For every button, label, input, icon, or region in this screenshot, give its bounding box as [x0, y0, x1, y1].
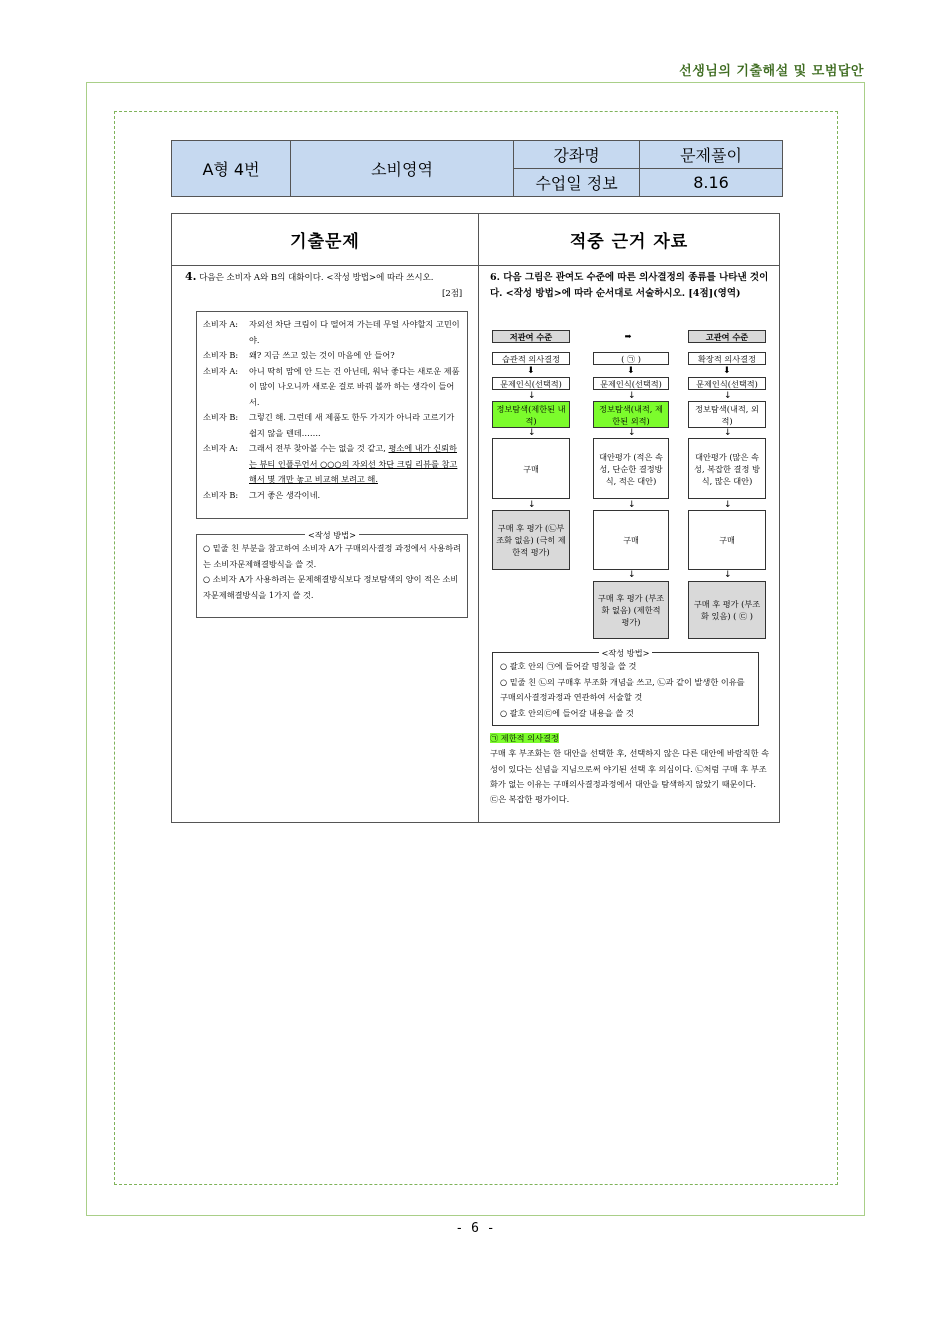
q4-method-item: ○ 밑줄 친 부분을 참고하여 소비자 A가 구매의사결정 과정에서 사용하려는 소비자문제해결방식을 쓸 것. — [203, 543, 461, 569]
dialog-line — [203, 317, 461, 348]
dialog-line — [203, 364, 461, 411]
purchase-box: 구매 — [593, 510, 669, 570]
left-column-title: 기출문제 — [290, 232, 360, 252]
arrow-down-icon: ⬇ — [527, 366, 535, 376]
arrow-down-icon: ⬇ — [723, 366, 731, 376]
search-internal-limited-external-box: 정보탐색(내적, 제한된 외적) — [593, 401, 669, 428]
recognition-box: 문제인식(선택적) — [492, 377, 570, 390]
answer-last-line: ㉢은 복잡한 평가이다. — [490, 794, 570, 805]
column-divider — [478, 214, 479, 822]
dialog-text — [249, 441, 461, 488]
course-value: 문제풀이 — [640, 141, 783, 169]
area-cell: 소비영역 — [291, 141, 514, 197]
q4-method-item: ○ 소비자 A가 사용하려는 문제해결방식보다 정보탐색의 양이 적은 소비자문제해결방식을 1가지 쓸 것. — [203, 574, 459, 600]
high-involvement-label: 고관여 수준 — [688, 330, 766, 343]
arrow-down-icon: ↓ — [724, 428, 732, 438]
purchase-box: 구매 — [492, 438, 570, 499]
dialog-speaker: 소비자 A: — [203, 319, 239, 329]
dialog-text: 아니 딱히 맘에 안 드는 건 아닌데, 워낙 좋다는 새로운 제품이 많이 나오니까 새로운 걸로 바꿔 볼까 하는 생각이 들어서. — [249, 365, 460, 407]
dialog-text: 자외선 차단 크림이 다 떨어져 가는데 무얼 사야할지 고민이야. — [249, 319, 460, 345]
item-cell: A형 4번 — [172, 141, 291, 197]
info-table — [171, 140, 783, 197]
recognition-box: 문제인식(선택적) — [593, 377, 669, 390]
dialog-line — [203, 441, 461, 488]
evaluation-limited-box: 대안평가 (적은 속성, 단순한 결정방식, 적은 대안) — [593, 438, 669, 499]
arrow-down-icon: ↓ — [628, 570, 636, 580]
post-purchase-eval-high-box: 구매 후 평가 (부조화 있음) ( ㉢ ) — [688, 581, 766, 639]
date-label: 수업일 정보 — [514, 169, 640, 197]
arrow-down-icon: ↓ — [628, 391, 636, 401]
date-value: 8.16 — [640, 169, 783, 197]
right-column-title: 적중 근거 자료 — [569, 232, 689, 252]
dialog-speaker: 소비자 B: — [203, 412, 239, 422]
q4-method-box — [196, 530, 468, 618]
q4-number: 4. — [185, 270, 197, 283]
low-involvement-label: 저관여 수준 — [492, 330, 570, 343]
dialog-text: 그거 좋은 생각이네. — [249, 489, 321, 500]
q4-points: [2점] — [442, 289, 463, 299]
dialog-speaker: 소비자 B: — [203, 350, 239, 360]
dialog-line — [203, 410, 461, 441]
q6-method-item: ○ 괄호 안의㉢에 들어갈 내용을 쓸 것 — [500, 707, 634, 718]
dialog-text-plain: 그래서 전부 찾아볼 수는 없을 것 같고, — [249, 443, 389, 453]
q4-prompt-text: 다음은 소비자 A와 B의 대화이다. <작성 방법>에 따라 쓰시오. — [199, 273, 434, 283]
arrow-down-icon: ↓ — [724, 570, 732, 580]
dialog-text-underlined: 평소에 내가 신뢰하는 뷰티 인플루언서 ○○○의 자외선 차단 크림 리뷰를 참고해서 몇 개만 놓고 비교해 보려고 해. — [249, 443, 458, 484]
page-number: - 6 - — [455, 1221, 495, 1236]
arrow-down-icon: ↓ — [724, 391, 732, 401]
evaluation-extended-box: 대안평가 (많은 속성, 복잡한 결정 방식, 많은 대안) — [688, 438, 766, 499]
recognition-box: 문제인식(선택적) — [688, 377, 766, 390]
arrow-down-icon: ↓ — [528, 428, 536, 438]
q4-prompt — [185, 270, 470, 285]
q6-method-item: ○ 괄호 안의 ㉠에 들어갈 명칭을 쓸 것 — [500, 661, 637, 671]
q6-method-item: ○ 밑줄 친 ㉡의 구매후 부조화 개념을 쓰고, ㉡과 같이 발생한 이유를 구매의사결정과정과 연관하여 서술할 것 — [500, 676, 745, 702]
dialog-line — [203, 348, 461, 364]
comparison-table — [171, 213, 780, 823]
dialog-speaker: 소비자 A: — [203, 443, 239, 453]
dialog-text: 그렇긴 해. 그런데 새 제품도 한두 가지가 아니라 고르기가 쉽지 않을 텐데……. — [249, 412, 455, 438]
dialog-speaker: 소비자 A: — [203, 365, 239, 376]
habitual-decision-box: 습관적 의사결정 — [492, 352, 570, 365]
purchase-box: 구매 — [688, 510, 766, 570]
arrow-down-icon: ⬇ — [627, 366, 635, 376]
answer-text: 구매 후 부조화는 한 대안을 선택한 후, 선택하지 않은 다른 대안에 바람직한 속성이 있다는 신념을 지님으로써 야기된 선택 후 의심이다. ㉡처럼 구매 후 부조화가 없는 이유는 구매의사결정과정에서 대안을 탐색하지 않았기 때문이다. — [490, 748, 770, 789]
post-purchase-eval-mid-box: 구매 후 평가 (부조화 없음) (제한적 평가) — [593, 581, 669, 639]
q6-prompt: 6. 다음 그림은 관여도 수준에 따른 의사결정의 종류를 나타낸 것이다. <작성 방법>에 따라 순서대로 서술하시오. [4점](영역) — [490, 272, 769, 299]
arrow-down-icon: ↓ — [628, 428, 636, 438]
header-title: 선생님의 기출해설 및 모범답안 — [679, 64, 864, 79]
dialog-speaker: 소비자 B: — [203, 489, 239, 500]
answer-highlight: ㉠ 제한적 의사결정 — [490, 733, 559, 743]
blank-a-box: ( ㉠ ) — [593, 352, 669, 365]
q6-method-box — [492, 648, 759, 726]
involvement-arrow-icon: ➡ — [624, 331, 632, 341]
post-purchase-eval-low-box: 구매 후 평가 (㉡부조화 없음) (극히 제한적 평가) — [492, 510, 570, 570]
q6-answer — [490, 731, 773, 807]
search-internal-external-box: 정보탐색(내적, 외적) — [688, 401, 766, 428]
extended-decision-box: 확장적 의사결정 — [688, 352, 766, 365]
arrow-down-icon: ↓ — [724, 500, 732, 510]
arrow-down-icon: ↓ — [528, 391, 536, 401]
q4-method-title: <작성 방법> — [197, 528, 467, 544]
q4-dialog-box — [196, 311, 468, 519]
header-divider — [172, 265, 779, 266]
course-label: 강좌명 — [514, 141, 640, 169]
q6-method-title: <작성 방법> — [493, 646, 758, 662]
arrow-down-icon: ↓ — [528, 500, 536, 510]
arrow-down-icon: ↓ — [628, 500, 636, 510]
search-limited-internal-box: 정보탐색(제한된 내적) — [492, 401, 570, 428]
dialog-line — [203, 488, 461, 504]
dialog-text: 왜? 지금 쓰고 있는 것이 마음에 안 들어? — [249, 350, 395, 360]
